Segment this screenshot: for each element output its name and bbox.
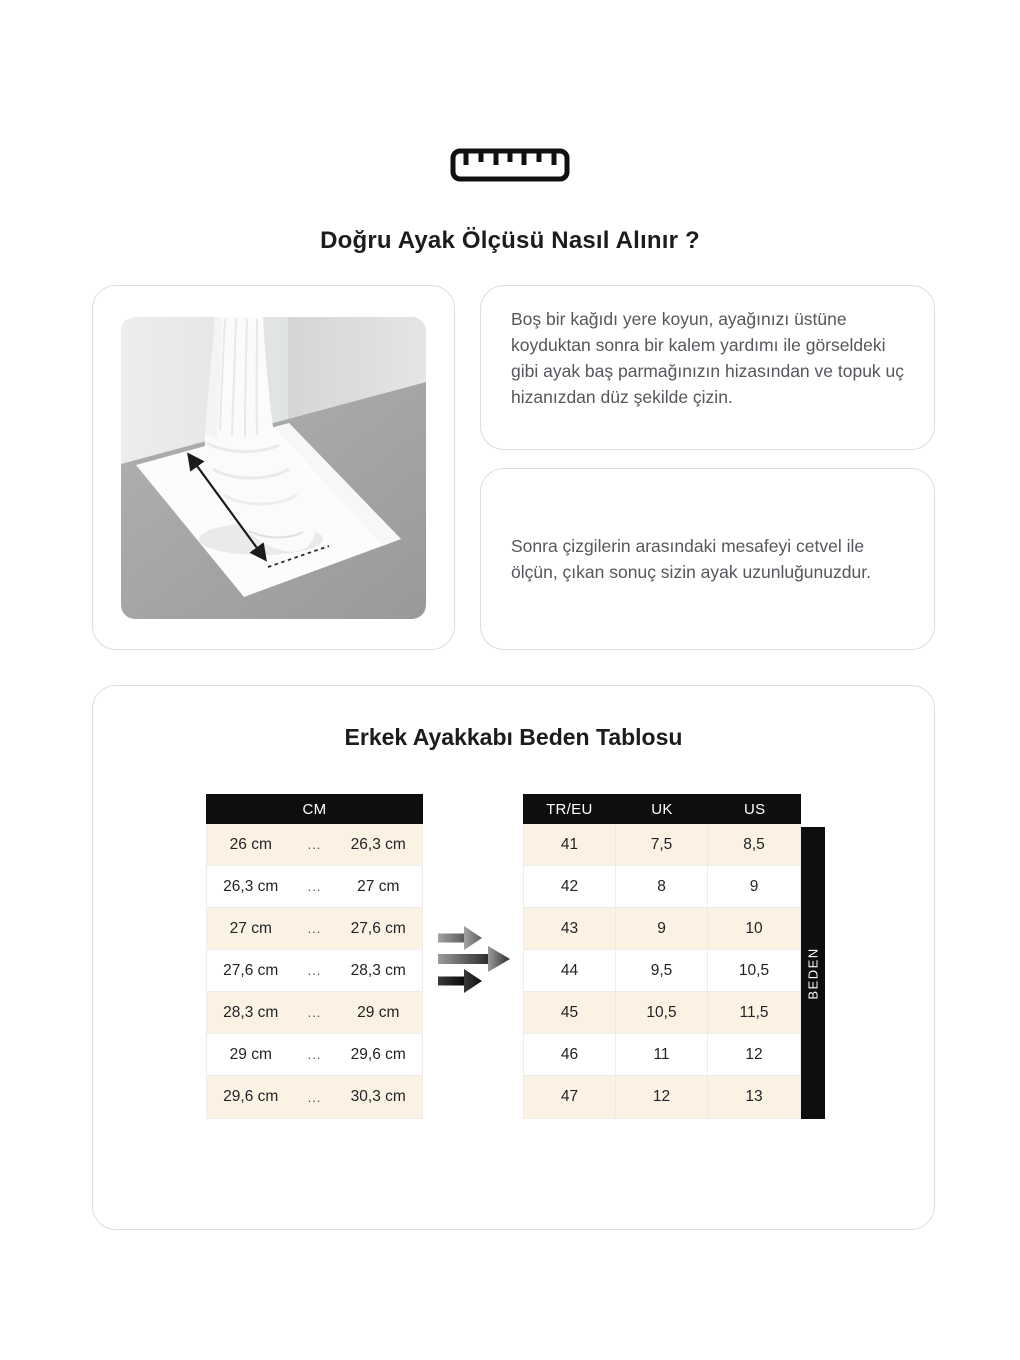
cm-table-row: [207, 1076, 422, 1118]
us-cell: 9: [749, 877, 759, 895]
size-chart-title: Erkek Ayakkabı Beden Tablosu: [344, 724, 683, 750]
cm-table-body: [206, 824, 423, 1119]
tr-eu-cell: 46: [524, 1034, 616, 1075]
cm-table-row: [207, 908, 422, 950]
intl-table-row: [524, 1076, 800, 1118]
intl-table-row: [524, 908, 800, 950]
ruler-icon: [450, 148, 570, 182]
intl-table-row: [524, 992, 800, 1034]
beden-label: BEDEN: [805, 946, 821, 1000]
cm-from-cell: 29,6 cm: [223, 1088, 279, 1105]
cm-table-row: [207, 992, 422, 1034]
cm-to-cell: 26,3 cm: [350, 835, 406, 853]
range-dots: ...: [307, 837, 322, 852]
intl-table-row: [524, 1034, 800, 1076]
tr-eu-cell: 41: [524, 824, 616, 865]
tr-eu-cell: 47: [524, 1076, 616, 1118]
range-dots: ...: [307, 963, 322, 978]
howto-step-1-text: Boş bir kağıdı yere koyun, ayağınızı üstüne koyduktan sonra bir kalem yardımı ile görseldeki gibi ayak baş parmağınızın hizasından ve topuk uç hizanızdan düz şekilde çizin.: [511, 309, 905, 407]
cm-to-cell: 28,3 cm: [350, 961, 406, 979]
howto-step-2-card: [480, 468, 935, 650]
cm-from-cell: 27,6 cm: [223, 961, 279, 979]
us-cell: 10,5: [738, 961, 770, 979]
tables-gap: [423, 794, 523, 1119]
uk-header: UK: [651, 800, 673, 818]
uk-cell: 7,5: [616, 824, 708, 865]
us-cell: 8,5: [743, 835, 765, 853]
cm-to-cell: 27 cm: [357, 877, 400, 895]
uk-cell: 8: [616, 866, 708, 907]
photo-card: [92, 285, 455, 650]
intl-size-table: [523, 794, 801, 1119]
size-chart-card: [92, 685, 935, 1230]
howto-section: [92, 285, 935, 650]
cm-to-cell: 27,6 cm: [350, 919, 406, 937]
us-cell: 11,5: [739, 1003, 769, 1021]
range-dots: ...: [307, 1047, 322, 1062]
ruler-icon-wrap: [0, 0, 1020, 187]
range-dots: ...: [307, 921, 322, 936]
tr-eu-header: TR/EU: [546, 800, 593, 818]
cm-to-cell: 29,6 cm: [350, 1045, 406, 1063]
tr-eu-cell: 42: [524, 866, 616, 907]
uk-cell: 11: [616, 1034, 708, 1075]
us-cell: 13: [745, 1088, 763, 1105]
uk-cell: 10,5: [616, 992, 708, 1033]
cm-from-cell: 28,3 cm: [223, 1003, 279, 1021]
intl-table-row: [524, 824, 800, 866]
howto-step-1-card: [480, 285, 935, 450]
intl-table-row: [524, 950, 800, 992]
cm-table-row: [207, 1034, 422, 1076]
cm-from-cell: 29 cm: [229, 1045, 272, 1063]
cm-header-label: CM: [302, 800, 327, 818]
cm-to-cell: 29 cm: [357, 1003, 400, 1021]
cm-table-row: [207, 824, 422, 866]
tr-eu-cell: 44: [524, 950, 616, 991]
range-dots: ...: [307, 1005, 322, 1020]
us-header: US: [743, 800, 766, 818]
us-cell: 10: [745, 919, 763, 937]
foot-measurement-photo: [121, 317, 426, 619]
tr-eu-cell: 43: [524, 908, 616, 949]
uk-cell: 9: [616, 908, 708, 949]
cm-from-cell: 27 cm: [229, 919, 272, 937]
intl-table-body: [523, 824, 801, 1119]
tr-eu-cell: 45: [524, 992, 616, 1033]
size-tables: [206, 794, 825, 1119]
conversion-arrows-icon: [438, 923, 510, 993]
cm-table-row: [207, 950, 422, 992]
cm-from-cell: 26,3 cm: [223, 877, 279, 895]
us-cell: 12: [745, 1045, 763, 1063]
cm-table-header: [206, 794, 423, 824]
uk-cell: 12: [616, 1076, 708, 1118]
cm-table: [206, 794, 423, 1119]
intl-table-row: [524, 866, 800, 908]
cm-to-cell: 30,3 cm: [350, 1088, 406, 1105]
howto-text-column: [480, 285, 935, 650]
cm-table-row: [207, 866, 422, 908]
range-dots: ...: [307, 1089, 322, 1105]
howto-step-2-text: Sonra çizgilerin arasındaki mesafeyi cetvel ile ölçün, çıkan sonuç sizin ayak uzunluğunuzdur.: [511, 536, 871, 582]
cm-from-cell: 26 cm: [229, 835, 272, 853]
page-title: Doğru Ayak Ölçüsü Nasıl Alınır ?: [320, 227, 700, 254]
intl-table-header: [523, 794, 801, 824]
range-dots: ...: [307, 879, 322, 894]
beden-sidebar: [801, 827, 825, 1119]
uk-cell: 9,5: [616, 950, 708, 991]
